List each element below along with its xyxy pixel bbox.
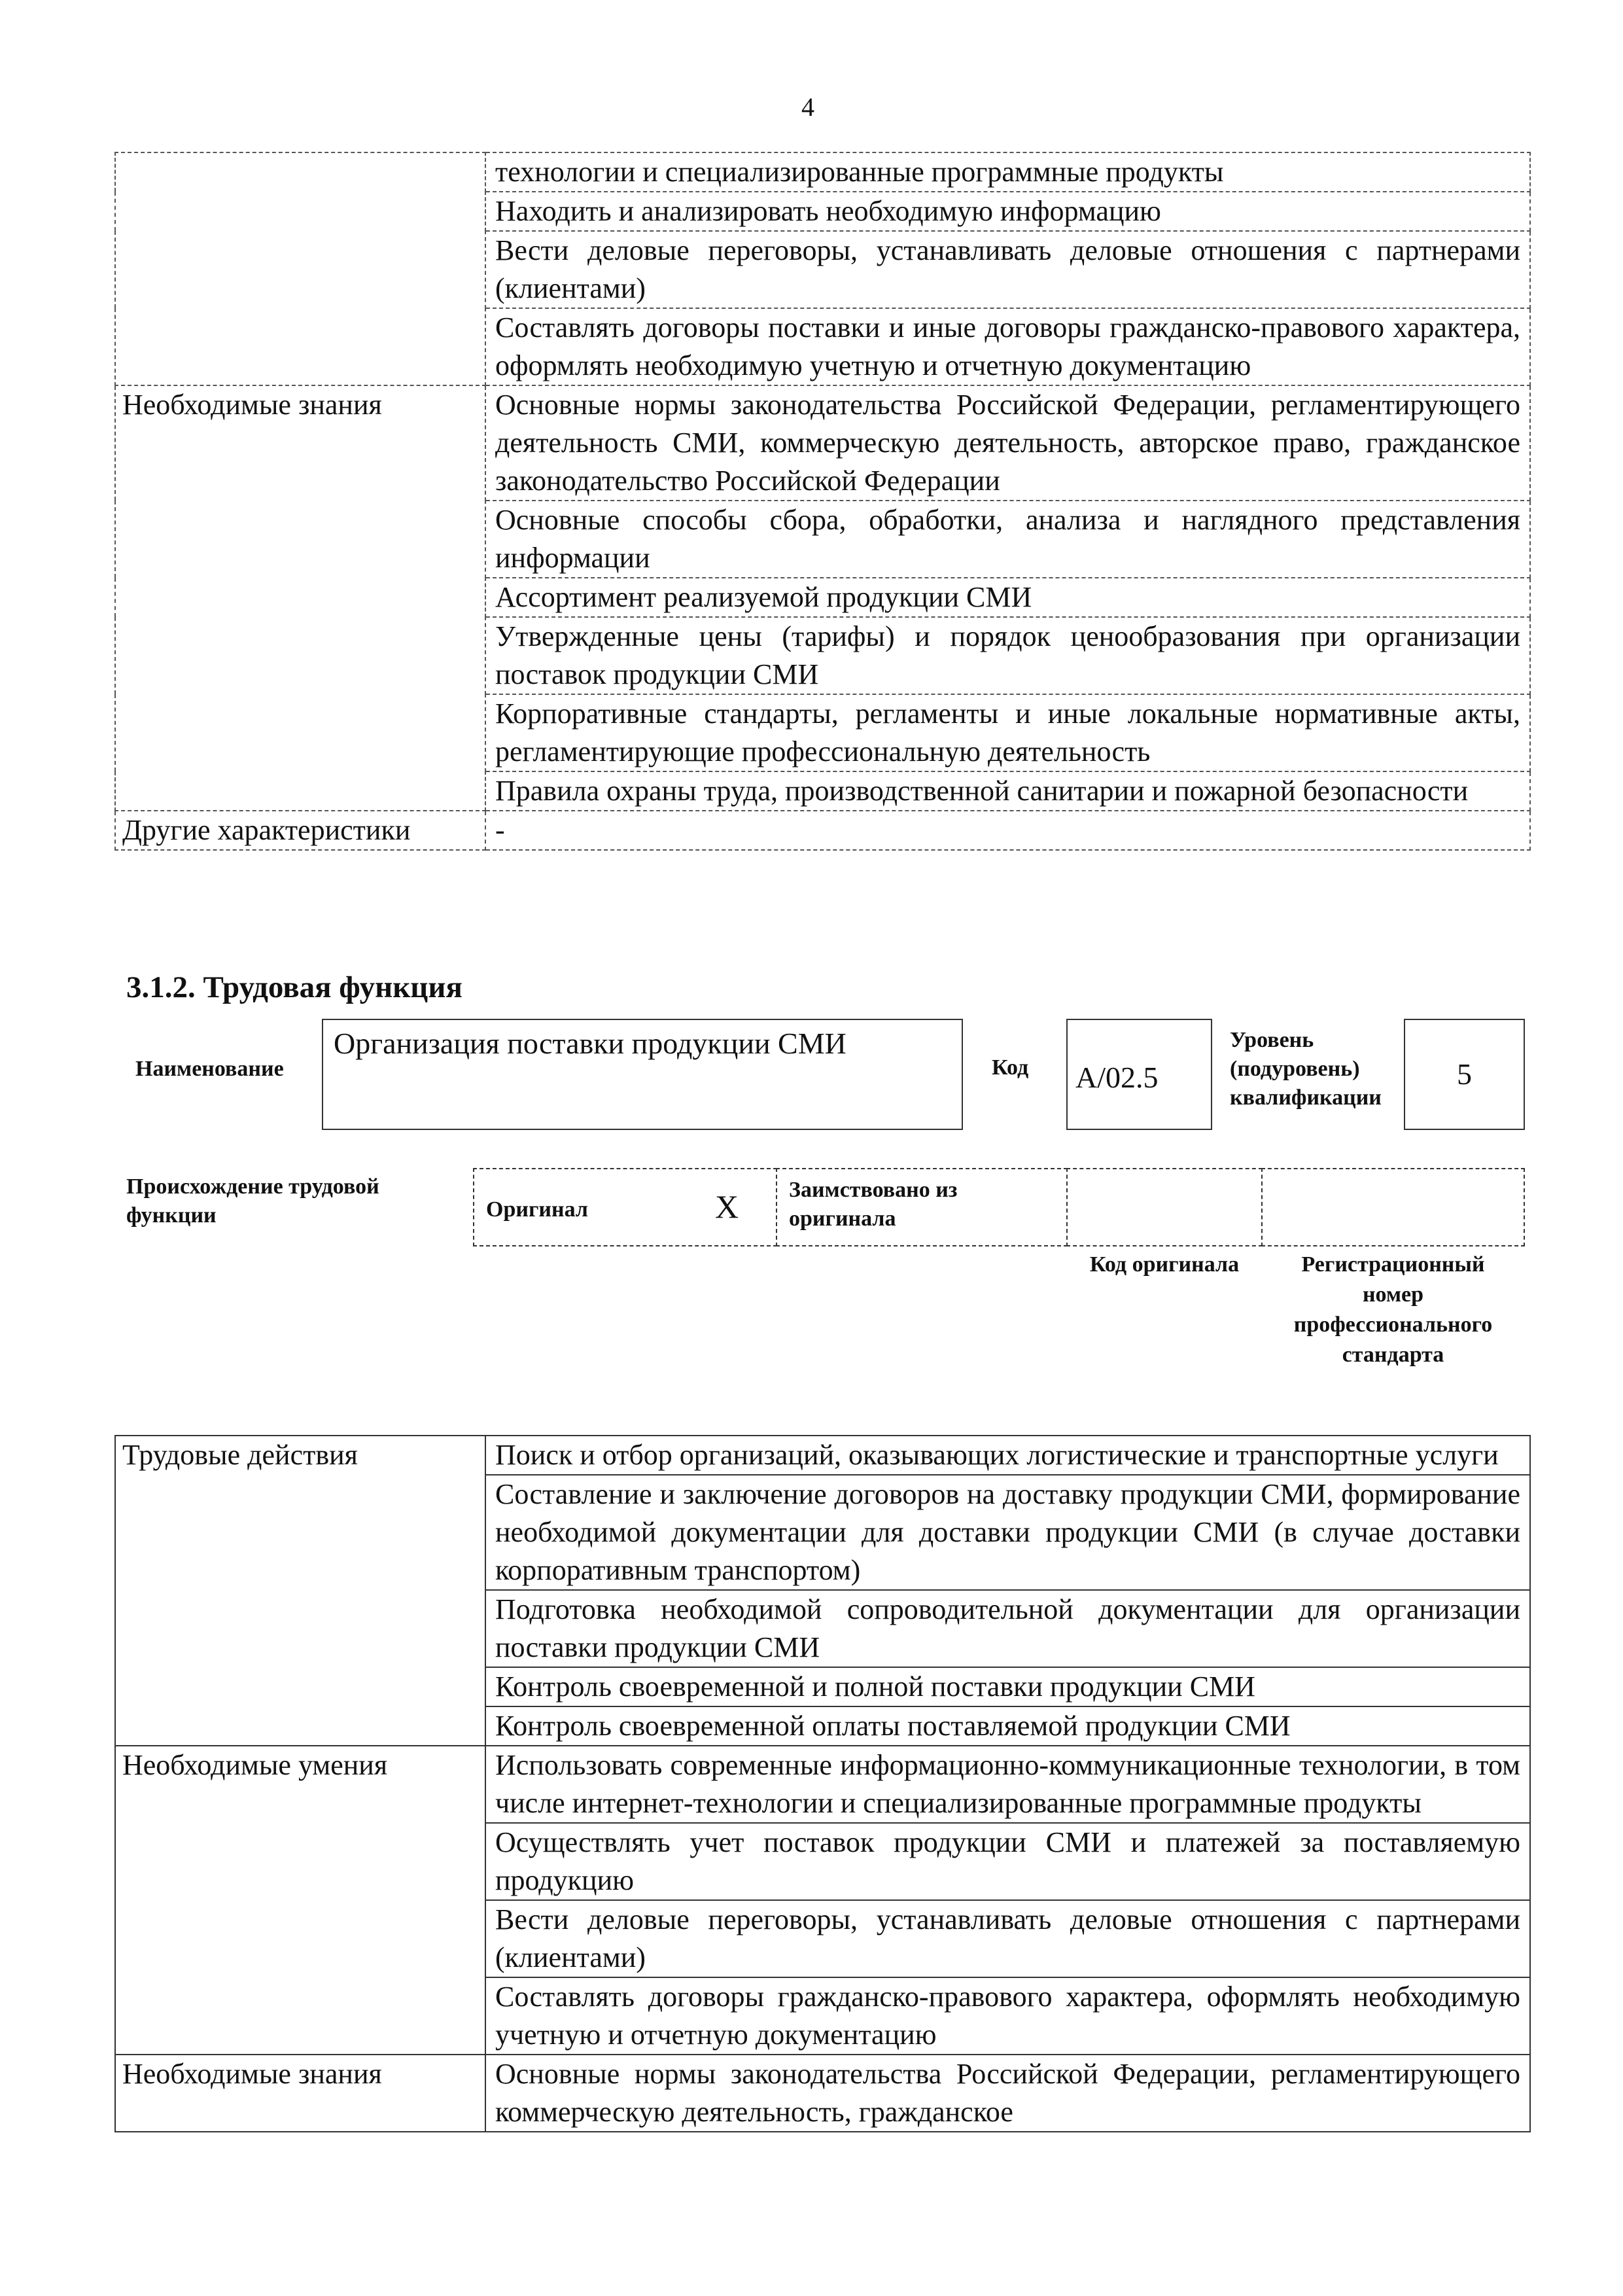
row-value: Правила охраны труда, производственной санитарии и пожарной безопасности — [485, 771, 1530, 811]
row-label: Необходимые умения — [115, 1746, 485, 2055]
reg-number-cell — [1261, 1168, 1525, 1246]
code-value: A/02.5 — [1075, 1061, 1159, 1094]
row-value: Контроль своевременной и полной поставки продукции СМИ — [485, 1667, 1530, 1706]
code-original-caption: Код оригинала — [1089, 1252, 1240, 1277]
row-value: Использовать современные информационно-коммуникационные технологии, в том числе интернет-технологии и специализированные программные продукты — [485, 1746, 1530, 1823]
code-label: Код — [992, 1055, 1029, 1080]
row-value: Контроль своевременной оплаты поставляемой продукции СМИ — [485, 1706, 1530, 1746]
row-value: Основные способы сбора, обработки, анализа и наглядного представления информации — [485, 501, 1530, 578]
borrowed-cell — [776, 1168, 1068, 1246]
level-value: 5 — [1457, 1057, 1472, 1091]
row-value: Ассортимент реализуемой продукции СМИ — [485, 578, 1530, 617]
level-box — [1404, 1019, 1525, 1130]
level-label — [1230, 1026, 1382, 1112]
row-label: Необходимые знания — [115, 385, 485, 811]
row-label: Другие характеристики — [115, 811, 485, 850]
row-label: Трудовые действия — [115, 1436, 485, 1746]
table-row — [115, 2055, 1530, 2132]
table-row — [115, 811, 1530, 850]
row-value: Основные нормы законодательства Российской Федерации, регламентирующего коммерческую деятельность, гражданское — [485, 2055, 1530, 2132]
row-value: Составление и заключение договоров на доставку продукции СМИ, формирование необходимой документации для доставки продукции СМИ (в случае доставки корпоративным транспортом) — [485, 1475, 1530, 1590]
name-label: Наименование — [135, 1057, 284, 1081]
row-value: Осуществлять учет поставок продукции СМИ и платежей за поставляемую продукцию — [485, 1823, 1530, 1900]
row-value: Поиск и отбор организаций, оказывающих логистические и транспортные услуги — [485, 1436, 1530, 1475]
row-value: Находить и анализировать необходимую информацию — [485, 192, 1530, 231]
table-row — [115, 152, 1530, 192]
row-value: - — [485, 811, 1530, 850]
reg-caption-line: профессионального — [1293, 1313, 1493, 1337]
section-heading: 3.1.2. Трудовая функция — [126, 970, 462, 1004]
origin-label-line: Происхождение трудовой — [126, 1174, 379, 1199]
row-value: Корпоративные стандарты, регламенты и иные локальные нормативные акты, регламентирующие профессиональную деятельность — [485, 694, 1530, 771]
original-mark: X — [715, 1188, 739, 1225]
table-row — [115, 385, 1530, 501]
origin-label — [126, 1173, 379, 1230]
row-value: Подготовка необходимой сопроводительной документации для организации поставки продукции СМИ — [485, 1590, 1530, 1667]
row-value: Вести деловые переговоры, устанавливать деловые отношения с партнерами (клиентами) — [485, 231, 1530, 308]
row-label: Необходимые знания — [115, 2055, 485, 2132]
borrowed-label-line: Заимствовано из — [789, 1178, 958, 1202]
row-value: Составлять договоры поставки и иные договоры гражданско-правового характера, оформлять необходимую учетную и отчетную документацию — [485, 308, 1530, 385]
reg-caption-line: номер — [1362, 1282, 1424, 1307]
original-label: Оригинал — [486, 1197, 588, 1222]
continued-requirements-table — [114, 152, 1531, 851]
code-box — [1066, 1019, 1212, 1130]
borrowed-label-line: оригинала — [789, 1207, 896, 1231]
row-value: технологии и специализированные программные продукты — [485, 152, 1530, 192]
row-value: Составлять договоры гражданско-правового характера, оформлять необходимую учетную и отчетную документацию — [485, 1977, 1530, 2055]
original-cell — [473, 1168, 777, 1246]
table-row — [115, 1436, 1530, 1475]
code-original-cell — [1066, 1168, 1263, 1246]
row-value: Вести деловые переговоры, устанавливать деловые отношения с партнерами (клиентами) — [485, 1900, 1530, 1977]
reg-caption-line: стандарта — [1342, 1343, 1444, 1367]
function-name-value: Организация поставки продукции СМИ — [334, 1027, 846, 1060]
row-label — [115, 152, 485, 385]
function-name-box — [322, 1019, 963, 1130]
page-number: 4 — [801, 92, 814, 122]
reg-caption-line: Регистрационный — [1301, 1252, 1485, 1277]
level-label-line: квалификации — [1230, 1086, 1382, 1110]
row-value: Утвержденные цены (тарифы) и порядок ценообразования при организации поставок продукции СМИ — [485, 617, 1530, 694]
row-value: Основные нормы законодательства Российской Федерации, регламентирующего деятельность СМИ, коммерческую деятельность, авторское право, гражданское законодательство Российской Федерации — [485, 385, 1530, 501]
reg-number-caption — [1261, 1250, 1525, 1370]
labor-function-table — [114, 1435, 1531, 2132]
level-label-line: Уровень — [1230, 1028, 1314, 1052]
origin-label-line: функции — [126, 1203, 217, 1227]
borrowed-label — [789, 1176, 957, 1233]
level-label-line: (подуровень) — [1230, 1057, 1360, 1081]
table-row — [115, 1746, 1530, 1823]
